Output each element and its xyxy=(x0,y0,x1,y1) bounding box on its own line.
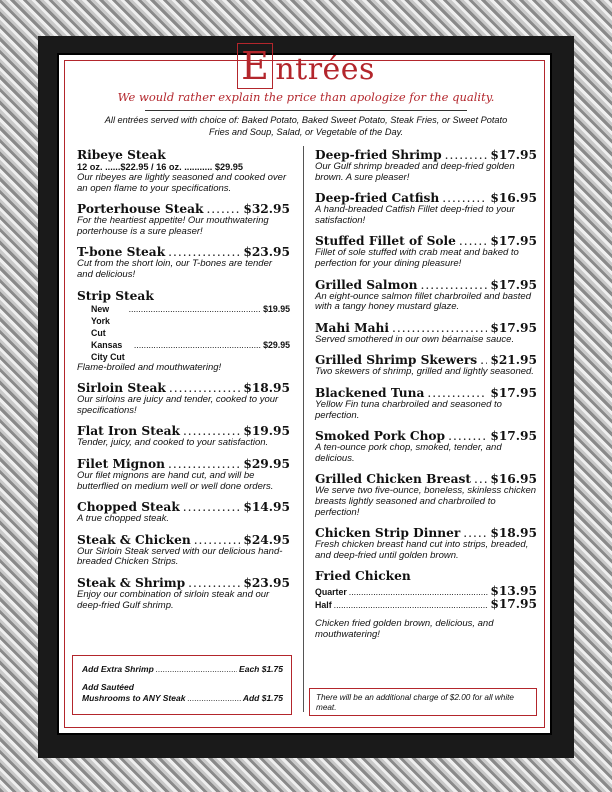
item-price: $14.95 xyxy=(243,500,290,515)
item-desc: Our ribeyes are lightly seasoned and cooked over an open flame to your specifications. xyxy=(77,172,287,194)
item-name: Steak & Chicken xyxy=(77,532,191,547)
item-price: $17.95 xyxy=(490,429,537,444)
portion-price: $17.95 xyxy=(490,597,537,612)
item-sizes: 12 oz. ......$22.95 / 16 oz. ........... $29.95 xyxy=(77,162,243,172)
item-desc: We serve two five-ounce, boneless, skinless chicken breasts lightly seasoned and charbroiled to perfection! xyxy=(315,485,537,518)
menu-item xyxy=(77,424,290,449)
addon-price: Each $1.75 xyxy=(239,664,283,674)
item-name: Mahi Mahi xyxy=(315,320,389,335)
title-rest: ntrées xyxy=(275,52,375,87)
item-name: Strip Steak xyxy=(77,288,154,303)
item-desc: Our filet mignons are hand cut, and will be butterflied on medium well or well done orders. xyxy=(77,469,274,492)
item-price: $24.95 xyxy=(243,532,290,547)
menu-item xyxy=(77,576,290,611)
item-desc: Our Gulf shrimp breaded and deep-fried golden brown. A sure pleaser! xyxy=(315,161,515,183)
menu-item xyxy=(77,457,290,492)
cut-row xyxy=(77,303,290,339)
addon-shrimp xyxy=(82,664,283,675)
menu-item xyxy=(77,202,290,237)
item-desc: Yellow Fin tuna charbroiled and seasoned to perfection. xyxy=(315,398,502,421)
menu-item xyxy=(77,500,290,525)
item-name: Blackened Tuna xyxy=(315,385,425,400)
item-desc: For the heartiest appetite! Our mouthwatering porterhouse is a sure pleaser! xyxy=(77,215,269,237)
item-price: $19.95 xyxy=(243,424,290,439)
item-desc: Our sirloins are juicy and tender, cooked to your specifications! xyxy=(77,394,279,416)
item-desc: Cut from the short loin, our T-bones are tender and delicious! xyxy=(77,258,273,280)
item-price: $18.95 xyxy=(243,381,290,396)
menu-item xyxy=(315,526,537,561)
white-meat-note: There will be an additional charge of $2.00 for all white meat. xyxy=(309,688,537,716)
tagline-rule xyxy=(145,110,467,111)
item-price: $17.95 xyxy=(490,234,537,249)
cut-price: $19.95 xyxy=(263,303,290,314)
title-initial: E xyxy=(237,43,273,89)
item-name: Grilled Salmon xyxy=(315,277,418,292)
item-name: Grilled Chicken Breast xyxy=(315,472,472,487)
addon-mushroom-line1 xyxy=(82,682,283,693)
item-price: $32.95 xyxy=(243,202,290,217)
cut-label: New York Cut xyxy=(91,303,110,338)
portion-row xyxy=(315,598,537,611)
item-name: Deep-fried Catfish xyxy=(315,191,440,206)
item-price: $17.95 xyxy=(490,385,537,400)
item-name: Fried Chicken xyxy=(315,569,411,584)
item-name: Deep-fried Shrimp xyxy=(315,148,442,162)
item-name: Smoked Pork Chop xyxy=(315,429,446,444)
left-column xyxy=(77,148,290,619)
menu-item xyxy=(77,289,290,374)
menu-item xyxy=(77,148,290,194)
cut-row xyxy=(77,339,290,363)
column-divider xyxy=(303,146,304,712)
item-desc: Flame-broiled and mouthwatering! xyxy=(77,361,222,373)
menu-item xyxy=(315,234,537,269)
item-price: $17.95 xyxy=(490,148,537,162)
addon-label: Add Sautéed xyxy=(82,682,134,692)
item-price: $18.95 xyxy=(490,526,537,541)
item-desc: Fresh chicken breast hand cut into strips, breaded, and deep-fried until golden brown. xyxy=(315,539,529,561)
item-desc: Chicken fried golden brown, delicious, and mouthwatering! xyxy=(315,618,494,640)
fried-chicken-item xyxy=(315,569,537,640)
item-desc: Enjoy our combination of sirloin steak and our deep-fried Gulf shrimp. xyxy=(77,588,270,611)
addon-label: Mushrooms to ANY Steak xyxy=(82,693,186,703)
item-desc: Our Sirloin Steak served with our delicious hand-breaded Chicken Strips. xyxy=(77,545,283,568)
item-price: $29.95 xyxy=(243,456,290,471)
item-price: $23.95 xyxy=(243,245,290,260)
item-desc: Two skewers of shrimp, grilled and lightly seasoned. xyxy=(315,366,534,378)
item-desc: Tender, juicy, and cooked to your satisfaction. xyxy=(77,437,269,449)
menu-item xyxy=(315,148,537,183)
item-price: $16.95 xyxy=(490,191,537,206)
item-name: Chopped Steak xyxy=(77,500,180,515)
item-desc: A hand-breaded Catfish Fillet deep-fried to your satisfaction! xyxy=(315,204,515,226)
menu-item xyxy=(77,533,290,568)
cut-label: Kansas City Cut xyxy=(91,339,125,362)
item-price: $21.95 xyxy=(490,353,537,368)
item-name: Sirloin Steak xyxy=(77,381,166,396)
item-name: Ribeye Steak xyxy=(77,148,166,162)
tagline: We would rather explain the price than apologize for the quality. xyxy=(117,90,495,104)
item-name: Porterhouse Steak xyxy=(77,202,204,217)
item-desc: Fillet of sole stuffed with crab meat and baked to perfection for your dining pleasure! xyxy=(315,247,519,269)
menu-item xyxy=(315,472,537,518)
portion-label: Quarter xyxy=(315,587,347,598)
item-price: $23.95 xyxy=(243,575,290,590)
item-desc: Served smothered in our own béarnaise sauce. xyxy=(315,333,515,345)
item-price: $17.95 xyxy=(490,277,537,292)
right-column xyxy=(315,148,537,648)
item-name: Chicken Strip Dinner xyxy=(315,526,461,541)
addon-mushroom xyxy=(82,693,283,704)
menu-item xyxy=(315,386,537,421)
menu-item xyxy=(315,321,537,346)
page-title xyxy=(0,44,612,88)
item-desc: A ten-ounce pork chop, smoked, tender, and delicious. xyxy=(315,442,502,464)
portion-price: $13.95 xyxy=(490,584,537,599)
item-name: Steak & Shrimp xyxy=(77,575,186,590)
item-name: Flat Iron Steak xyxy=(77,424,180,439)
item-name: T-bone Steak xyxy=(77,245,166,260)
intro-text: All entrées served with choice of: Baked Potato, Baked Sweet Potato, Steak Fries, or Sweet Potato Fries and Soup, Salad, or Vegetable of the Day. xyxy=(104,115,508,137)
menu-item xyxy=(315,191,537,226)
item-name: Grilled Shrimp Skewers xyxy=(315,353,478,368)
addons-box xyxy=(72,655,292,715)
menu-item xyxy=(77,381,290,416)
item-price: $17.95 xyxy=(490,320,537,335)
addon-price: Add $1.75 xyxy=(242,693,283,703)
menu-item xyxy=(315,429,537,464)
item-price: $16.95 xyxy=(490,472,537,487)
menu-item xyxy=(77,245,290,280)
portion-label: Half xyxy=(315,600,332,611)
item-desc: A true chopped steak. xyxy=(77,513,170,525)
addon-label: Add Extra Shrimp xyxy=(82,664,154,674)
item-name: Stuffed Fillet of Sole xyxy=(315,234,456,249)
menu-item xyxy=(315,353,537,378)
item-desc: An eight-ounce salmon fillet charbroiled and basted with a tangy honey mustard glaze. xyxy=(315,290,531,313)
cut-price: $29.95 xyxy=(263,339,290,350)
menu-item xyxy=(315,278,537,313)
item-name: Filet Mignon xyxy=(77,456,166,471)
